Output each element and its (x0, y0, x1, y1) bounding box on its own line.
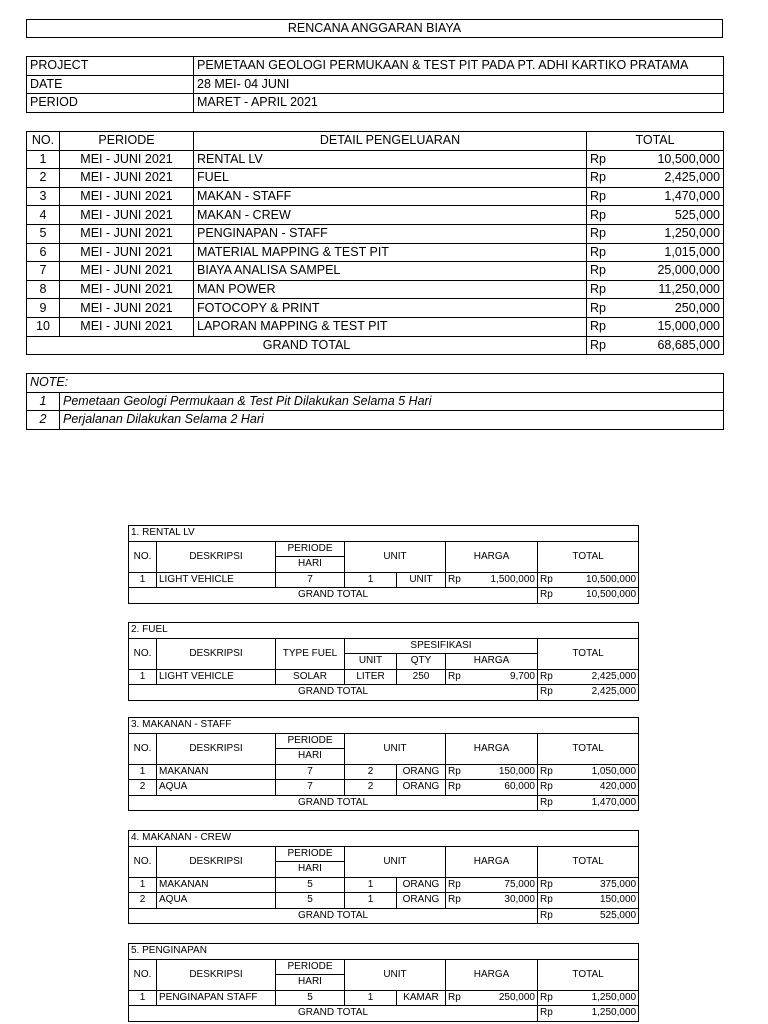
row-currency: Rp (538, 764, 560, 780)
row-currency: Rp (446, 780, 482, 796)
note-text: Pemetaan Geologi Permukaan & Test Pit Dilakukan Selama 5 Hari (60, 392, 724, 411)
info-value: PEMETAAN GEOLOGI PERMUKAAN & TEST PIT PADA PT. ADHI KARTIKO PRATAMA (194, 57, 724, 76)
section-title: 2. FUEL (129, 623, 639, 639)
row-currency: Rp (587, 150, 625, 169)
grand-total-label: GRAND TOTAL (129, 908, 538, 924)
section-title: 4. MAKANAN - CREW (129, 831, 639, 847)
col-header-unit: UNIT (345, 959, 446, 990)
row-detail: FUEL (194, 169, 587, 188)
row-desc: PENGINAPAN STAFF (157, 990, 276, 1006)
grand-total-value: 10,500,000 (560, 588, 639, 604)
row-hari: 5 (276, 990, 345, 1006)
grand-total-value: 2,425,000 (560, 685, 639, 701)
row-periode: MEI - JUNI 2021 (60, 206, 194, 225)
row-currency: Rp (587, 224, 625, 243)
row-harga: 30,000 (482, 893, 538, 909)
col-header-no: NO. (129, 638, 157, 669)
col-header-total: TOTAL (538, 638, 639, 669)
row-total: 1,470,000 (625, 187, 724, 206)
row-unit: LITER (345, 669, 397, 685)
info-label: PROJECT (27, 57, 194, 76)
table-row (129, 893, 639, 909)
makanan-staff-table (128, 717, 639, 811)
row-currency: Rp (538, 877, 560, 893)
table-row (27, 262, 724, 281)
table-row (27, 224, 724, 243)
row-unit: ORANG (397, 893, 446, 909)
section-title-row (129, 623, 639, 639)
info-value: MARET - APRIL 2021 (194, 94, 724, 113)
info-row-project (27, 57, 724, 76)
grand-total-row (129, 908, 639, 924)
row-currency: Rp (538, 669, 560, 685)
row-currency: Rp (587, 299, 625, 318)
row-currency: Rp (446, 572, 482, 588)
row-currency: Rp (446, 877, 482, 893)
row-no: 1 (27, 150, 60, 169)
grand-total-currency: Rp (587, 336, 625, 355)
table-row (27, 280, 724, 299)
row-periode: MEI - JUNI 2021 (60, 187, 194, 206)
row-no: 1 (129, 669, 157, 685)
row-desc: MAKANAN (157, 764, 276, 780)
row-harga: 250,000 (482, 990, 538, 1006)
table-row (27, 169, 724, 188)
header-row (129, 638, 639, 654)
row-harga: 60,000 (482, 780, 538, 796)
col-header-no: NO. (129, 541, 157, 572)
row-detail: PENGINAPAN - STAFF (194, 224, 587, 243)
row-detail: MAKAN - CREW (194, 206, 587, 225)
col-header-deskripsi: DESKRIPSI (157, 733, 276, 764)
grand-total-label: GRAND TOTAL (129, 1006, 538, 1022)
row-no: 5 (27, 224, 60, 243)
row-no: 2 (129, 780, 157, 796)
notes-label: NOTE: (27, 374, 724, 393)
summary-table (26, 131, 724, 355)
row-periode: MEI - JUNI 2021 (60, 299, 194, 318)
row-no: 2 (27, 169, 60, 188)
col-header-harga: HARGA (446, 959, 538, 990)
rental-lv-table (128, 525, 639, 604)
row-no: 9 (27, 299, 60, 318)
row-qty: 2 (345, 764, 397, 780)
col-header-total: TOTAL (538, 733, 639, 764)
row-currency: Rp (446, 990, 482, 1006)
row-currency: Rp (587, 169, 625, 188)
section-title-row (129, 718, 639, 734)
notes-header-row (27, 374, 724, 393)
row-desc: LIGHT VEHICLE (157, 669, 276, 685)
row-currency: Rp (538, 780, 560, 796)
row-no: 7 (27, 262, 60, 281)
row-total: 375,000 (560, 877, 639, 893)
header-row (129, 846, 639, 862)
col-header-total: TOTAL (538, 846, 639, 877)
row-no: 10 (27, 317, 60, 336)
row-desc: AQUA (157, 780, 276, 796)
row-hari: 7 (276, 780, 345, 796)
grand-total-row (129, 1006, 639, 1022)
section-title-row (129, 831, 639, 847)
table-row (27, 206, 724, 225)
grand-total-row (129, 795, 639, 811)
row-harga: 9,700 (482, 669, 538, 685)
row-total: 1,250,000 (625, 224, 724, 243)
row-hari: 7 (276, 764, 345, 780)
grand-total-currency: Rp (538, 1006, 560, 1022)
row-qty: 250 (397, 669, 446, 685)
row-unit: KAMAR (397, 990, 446, 1006)
row-qty: 2 (345, 780, 397, 796)
row-harga: 1,500,000 (482, 572, 538, 588)
info-value: 28 MEI- 04 JUNI (194, 75, 724, 94)
grand-total-currency: Rp (538, 795, 560, 811)
row-total: 1,250,000 (560, 990, 639, 1006)
row-qty: 1 (345, 990, 397, 1006)
grand-total-label: GRAND TOTAL (129, 588, 538, 604)
row-desc: LIGHT VEHICLE (157, 572, 276, 588)
col-header-total: TOTAL (587, 132, 724, 151)
grand-total-currency: Rp (538, 588, 560, 604)
row-currency: Rp (587, 262, 625, 281)
row-detail: MATERIAL MAPPING & TEST PIT (194, 243, 587, 262)
header-row (129, 541, 639, 557)
row-qty: 1 (345, 877, 397, 893)
row-total: 420,000 (560, 780, 639, 796)
row-currency: Rp (587, 187, 625, 206)
info-label: PERIOD (27, 94, 194, 113)
notes-table (26, 373, 724, 430)
col-header-periode: PERIODE (276, 733, 345, 749)
row-harga: 150,000 (482, 764, 538, 780)
penginapan-table (128, 943, 639, 1022)
row-currency: Rp (587, 317, 625, 336)
grand-total-value: 525,000 (560, 908, 639, 924)
col-header-spesifikasi: SPESIFIKASI (345, 638, 538, 654)
fuel-table (128, 622, 639, 701)
row-total: 150,000 (560, 893, 639, 909)
section-title-row (129, 526, 639, 542)
grand-total-value: 1,250,000 (560, 1006, 639, 1022)
col-header-detail: DETAIL PENGELUARAN (194, 132, 587, 151)
grand-total-currency: Rp (538, 908, 560, 924)
col-header-hari: HARI (276, 749, 345, 765)
col-header-unit: UNIT (345, 846, 446, 877)
info-row-period (27, 94, 724, 113)
row-total: 11,250,000 (625, 280, 724, 299)
row-total: 250,000 (625, 299, 724, 318)
row-periode: MEI - JUNI 2021 (60, 150, 194, 169)
col-header-deskripsi: DESKRIPSI (157, 846, 276, 877)
col-header-qty: QTY (397, 654, 446, 670)
row-detail: MAN POWER (194, 280, 587, 299)
table-row (129, 877, 639, 893)
row-total: 10,500,000 (625, 150, 724, 169)
grand-total-value: 1,470,000 (560, 795, 639, 811)
section-title: 1. RENTAL LV (129, 526, 639, 542)
row-currency: Rp (587, 280, 625, 299)
row-total: 525,000 (625, 206, 724, 225)
list-item (27, 392, 724, 411)
row-currency: Rp (538, 572, 560, 588)
info-row-date (27, 75, 724, 94)
grand-total-label: GRAND TOTAL (129, 795, 538, 811)
row-qty: 1 (345, 572, 397, 588)
row-total: 2,425,000 (625, 169, 724, 188)
row-currency: Rp (446, 764, 482, 780)
list-item (27, 411, 724, 430)
table-row (129, 764, 639, 780)
note-text: Perjalanan Dilakukan Selama 2 Hari (60, 411, 724, 430)
row-total: 10,500,000 (560, 572, 639, 588)
grand-total-row (129, 685, 639, 701)
section-title: 5. PENGINAPAN (129, 944, 639, 960)
col-header-type-fuel: TYPE FUEL (276, 638, 345, 669)
row-unit: ORANG (397, 780, 446, 796)
row-periode: MEI - JUNI 2021 (60, 262, 194, 281)
header-row (129, 733, 639, 749)
info-label: DATE (27, 75, 194, 94)
row-hari: 7 (276, 572, 345, 588)
col-header-no: NO. (129, 733, 157, 764)
row-currency: Rp (538, 893, 560, 909)
col-header-hari: HARI (276, 862, 345, 878)
table-row (129, 669, 639, 685)
section-title: 3. MAKANAN - STAFF (129, 718, 639, 734)
table-row (27, 187, 724, 206)
row-no: 1 (129, 764, 157, 780)
row-currency: Rp (538, 990, 560, 1006)
row-no: 1 (129, 990, 157, 1006)
row-total: 1,050,000 (560, 764, 639, 780)
row-no: 1 (129, 877, 157, 893)
row-total: 1,015,000 (625, 243, 724, 262)
row-periode: MEI - JUNI 2021 (60, 224, 194, 243)
col-header-unit: UNIT (345, 733, 446, 764)
col-header-unit: UNIT (345, 541, 446, 572)
row-harga: 75,000 (482, 877, 538, 893)
table-row (129, 990, 639, 1006)
document-title: RENCANA ANGGARAN BIAYA (26, 19, 723, 38)
col-header-harga: HARGA (446, 846, 538, 877)
col-header-unit: UNIT (345, 654, 397, 670)
col-header-harga: HARGA (446, 541, 538, 572)
row-currency: Rp (446, 893, 482, 909)
row-qty: 1 (345, 893, 397, 909)
col-header-periode: PERIODE (276, 846, 345, 862)
row-periode: MEI - JUNI 2021 (60, 317, 194, 336)
note-no: 2 (27, 411, 60, 430)
table-row (27, 243, 724, 262)
row-total: 25,000,000 (625, 262, 724, 281)
row-no: 4 (27, 206, 60, 225)
grand-total-label: GRAND TOTAL (27, 336, 587, 355)
row-unit: ORANG (397, 877, 446, 893)
row-hari: 5 (276, 877, 345, 893)
col-header-periode: PERIODE (60, 132, 194, 151)
col-header-no: NO. (129, 959, 157, 990)
grand-total-row (129, 588, 639, 604)
table-row (27, 317, 724, 336)
row-currency: Rp (587, 243, 625, 262)
row-detail: RENTAL LV (194, 150, 587, 169)
row-detail: MAKAN - STAFF (194, 187, 587, 206)
col-header-deskripsi: DESKRIPSI (157, 959, 276, 990)
row-currency: Rp (587, 206, 625, 225)
table-row (27, 150, 724, 169)
col-header-total: TOTAL (538, 959, 639, 990)
row-periode: MEI - JUNI 2021 (60, 280, 194, 299)
col-header-total: TOTAL (538, 541, 639, 572)
row-no: 1 (129, 572, 157, 588)
grand-total-currency: Rp (538, 685, 560, 701)
row-type: SOLAR (276, 669, 345, 685)
row-periode: MEI - JUNI 2021 (60, 243, 194, 262)
grand-total-value: 68,685,000 (625, 336, 724, 355)
col-header-harga: HARGA (446, 654, 538, 670)
row-total: 15,000,000 (625, 317, 724, 336)
row-no: 2 (129, 893, 157, 909)
col-header-hari: HARI (276, 557, 345, 573)
row-unit: ORANG (397, 764, 446, 780)
table-row (129, 780, 639, 796)
note-no: 1 (27, 392, 60, 411)
section-title-row (129, 944, 639, 960)
col-header-no: NO. (27, 132, 60, 151)
row-no: 3 (27, 187, 60, 206)
col-header-periode: PERIODE (276, 959, 345, 975)
row-currency: Rp (446, 669, 482, 685)
row-detail: LAPORAN MAPPING & TEST PIT (194, 317, 587, 336)
summary-header-row (27, 132, 724, 151)
row-detail: FOTOCOPY & PRINT (194, 299, 587, 318)
col-header-no: NO. (129, 846, 157, 877)
col-header-deskripsi: DESKRIPSI (157, 541, 276, 572)
col-header-deskripsi: DESKRIPSI (157, 638, 276, 669)
grand-total-row (27, 336, 724, 355)
col-header-periode: PERIODE (276, 541, 345, 557)
row-no: 6 (27, 243, 60, 262)
row-unit: UNIT (397, 572, 446, 588)
row-detail: BIAYA ANALISA SAMPEL (194, 262, 587, 281)
grand-total-label: GRAND TOTAL (129, 685, 538, 701)
row-total: 2,425,000 (560, 669, 639, 685)
row-hari: 5 (276, 893, 345, 909)
col-header-hari: HARI (276, 975, 345, 991)
row-periode: MEI - JUNI 2021 (60, 169, 194, 188)
table-row (27, 299, 724, 318)
col-header-harga: HARGA (446, 733, 538, 764)
row-no: 8 (27, 280, 60, 299)
header-row (129, 959, 639, 975)
table-row (129, 572, 639, 588)
row-desc: AQUA (157, 893, 276, 909)
row-desc: MAKANAN (157, 877, 276, 893)
project-info-table (26, 56, 724, 113)
makanan-crew-table (128, 830, 639, 924)
